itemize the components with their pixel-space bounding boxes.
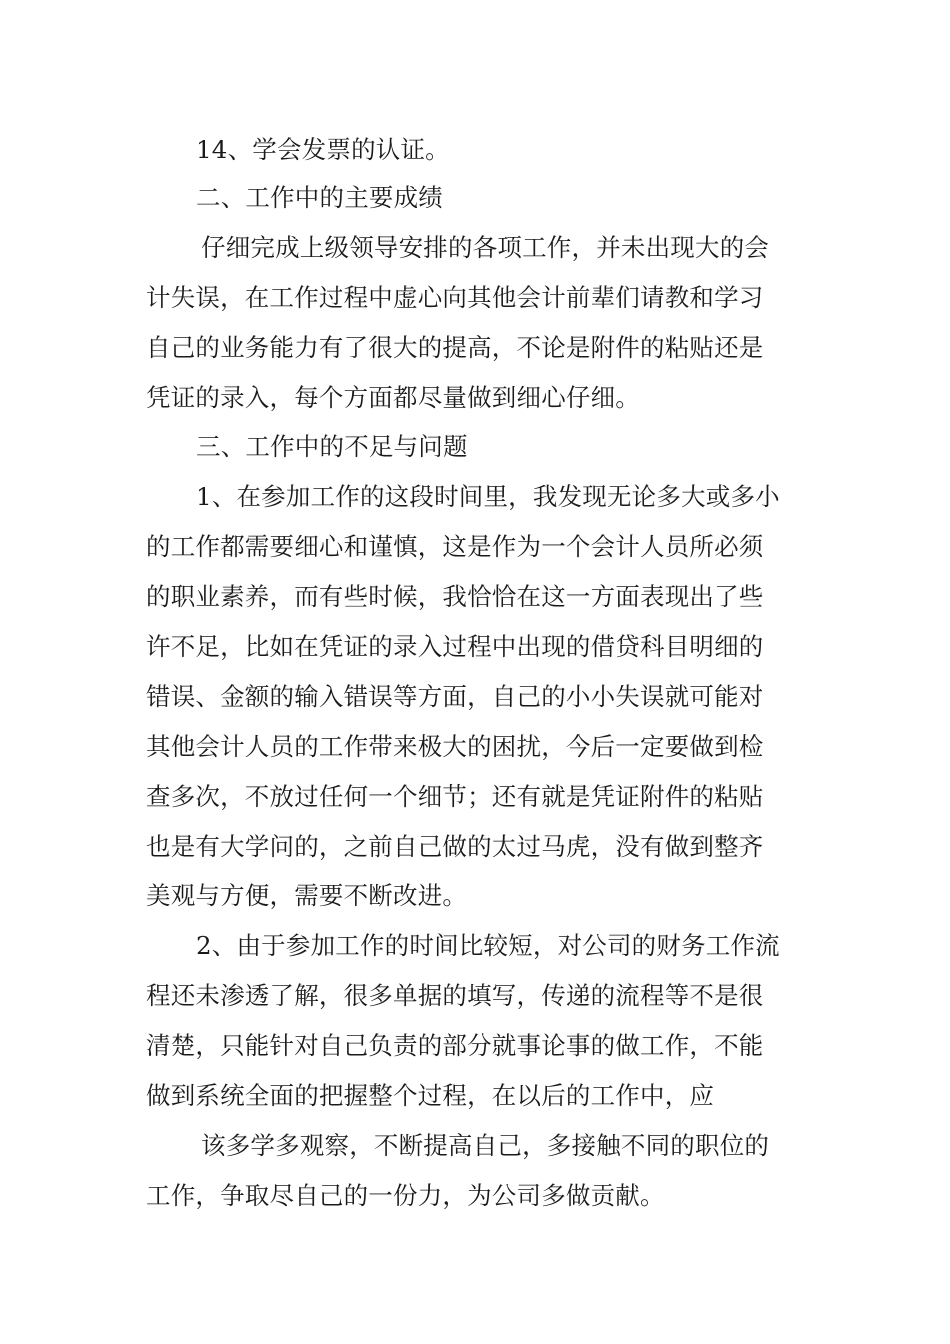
- paragraph-line: 该多学多观察，不断提高自己，多接触不同的职位的: [201, 1131, 770, 1160]
- paragraph-line: 美观与方便，需要不断改进。: [146, 881, 468, 910]
- paragraph-line: 计失误，在工作过程中虚心向其他会计前辈们请教和学习: [146, 283, 764, 312]
- section-heading-shortcomings: 三、工作中的不足与问题: [196, 432, 468, 461]
- paragraph-line: 错误、金额的输入错误等方面，自己的小小失误就可能对: [146, 682, 764, 711]
- paragraph-line: 程还未渗透了解，很多单据的填写，传递的流程等不是很: [146, 981, 764, 1010]
- paragraph-line: 凭证的录入，每个方面都尽量做到细心仔细。: [146, 383, 640, 412]
- section-heading-achievements: 二、工作中的主要成绩: [196, 183, 443, 212]
- paragraph-line: 自己的业务能力有了很大的提高，不论是附件的粘贴还是: [146, 333, 764, 362]
- paragraph-line: 做到系统全面的把握整个过程，在以后的工作中，应: [146, 1081, 715, 1110]
- list-item-14: 14、学会发票的认证。: [196, 135, 450, 164]
- paragraph-line: 的工作都需要细心和谨慎，这是作为一个会计人员所必须: [146, 532, 764, 561]
- paragraph-line: 其他会计人员的工作带来极大的困扰，今后一定要做到检: [146, 732, 764, 761]
- paragraph-line: 1、在参加工作的这段时间里，我发现无论多大或多小: [196, 482, 780, 511]
- paragraph-line: 仔细完成上级领导安排的各项工作，并未出现大的会: [201, 233, 770, 262]
- paragraph-line: 的职业素养，而有些时候，我恰恰在这一方面表现出了些: [146, 582, 764, 611]
- paragraph-line: 2、由于参加工作的时间比较短，对公司的财务工作流: [196, 931, 780, 960]
- paragraph-line: 也是有大学问的，之前自己做的太过马虎，没有做到整齐: [146, 832, 764, 861]
- paragraph-line: 查多次，不放过任何一个细节；还有就是凭证附件的粘贴: [146, 782, 764, 811]
- paragraph-line: 工作，争取尽自己的一份力，为公司多做贡献。: [146, 1181, 665, 1210]
- paragraph-line: 许不足，比如在凭证的录入过程中出现的借贷科目明细的: [146, 632, 764, 661]
- paragraph-line: 清楚，只能针对自己负责的部分就事论事的做工作，不能: [146, 1031, 764, 1060]
